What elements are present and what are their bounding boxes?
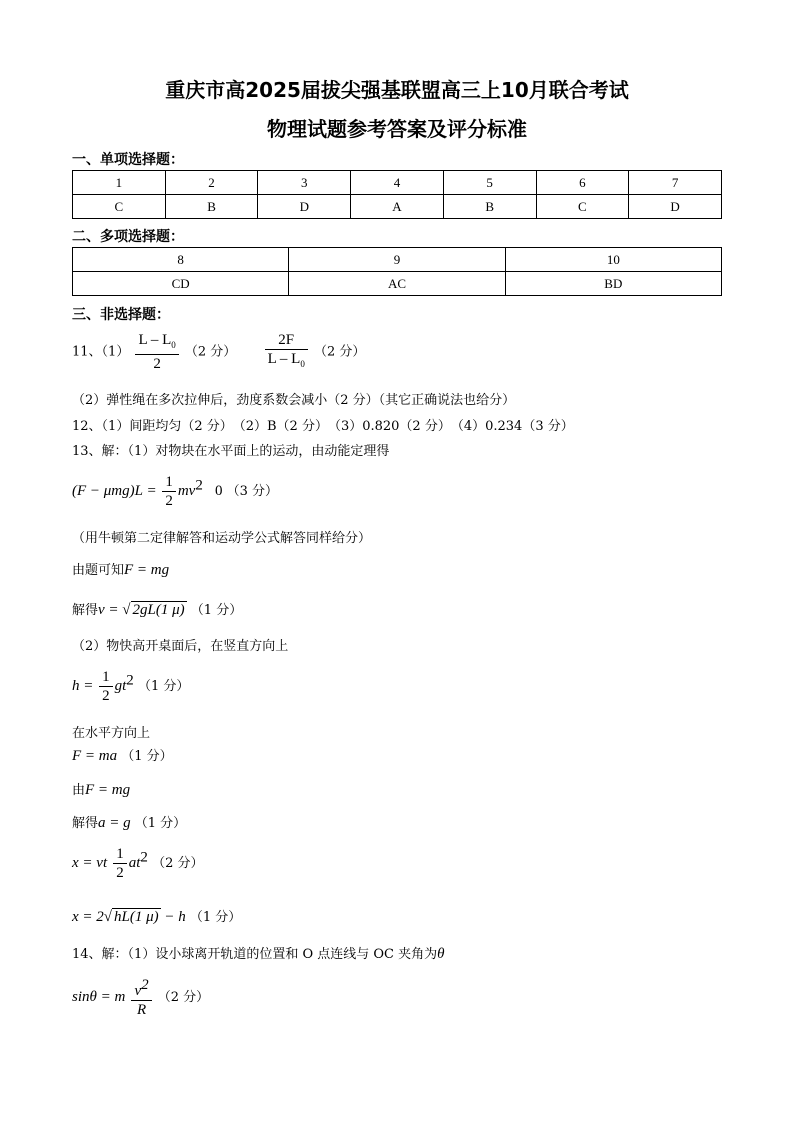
score: （2 分）	[152, 856, 204, 871]
answer-cell: D	[258, 195, 351, 219]
question-number: 5	[443, 171, 536, 195]
fraction-half	[113, 845, 127, 882]
question-number: 1	[73, 171, 166, 195]
text: 由	[72, 783, 86, 798]
equation-left: x = 2	[72, 909, 104, 925]
superscript: 2	[140, 849, 148, 866]
question-number: 8	[73, 248, 289, 272]
text: 14、解：（1）设小球离开轨道的位置和 O 点连线与 OC 夹角为	[72, 947, 438, 962]
table-row	[73, 248, 722, 272]
multi-choice-answer-table	[72, 247, 722, 296]
equation-right: mv	[177, 483, 196, 499]
section-non-choice-heading: 三、非选择题：	[72, 307, 170, 323]
q13-equation-1	[72, 473, 278, 510]
fraction-numerator: 1	[113, 845, 127, 864]
equation-tail: 0	[214, 483, 223, 499]
q13-equation-h	[72, 668, 189, 705]
fraction-denominator: 2	[102, 688, 110, 704]
answer-cell: C	[73, 195, 166, 219]
question-number: 6	[536, 171, 629, 195]
fraction-denominator: R	[136, 1002, 147, 1018]
q13-solve-v: 解得v = √ 2gL(1 μ) （1 分）	[72, 602, 243, 618]
q13-solve-a	[72, 812, 186, 832]
q13-part2: （2）物快高开桌面后，在竖直方向上	[72, 639, 289, 654]
equation: a = g	[98, 815, 131, 831]
score: （2 分）	[184, 344, 237, 360]
equation-left: x = vt	[72, 855, 108, 871]
answer-cell: B	[165, 195, 258, 219]
text: 解得	[72, 816, 99, 831]
q13-note: （用牛顿第二定律解答和运动学公式解答同样给分）	[72, 531, 372, 546]
section-single-choice-heading: 一、单项选择题：	[72, 152, 184, 168]
fraction-denominator: 2	[153, 356, 161, 372]
fraction-numerator: v	[134, 983, 142, 999]
q11-part1	[72, 331, 365, 373]
score: （1 分）	[137, 679, 190, 694]
q13-equation-x2: x = 2√ hL(1 μ) − h （1 分）	[72, 909, 242, 925]
answer-cell: B	[443, 195, 536, 219]
fraction-half	[99, 668, 113, 705]
superscript: 2	[141, 977, 149, 993]
answer-cell: C	[536, 195, 629, 219]
answer-cell: AC	[289, 272, 505, 296]
question-number: 10	[505, 248, 721, 272]
single-choice-answer-table	[72, 170, 722, 219]
fraction-numerator: 1	[99, 668, 113, 687]
question-number: 9	[289, 248, 505, 272]
equation-left: h =	[72, 678, 98, 694]
q11-part2: （2）弹性绳在多次拉伸后，劲度系数会减小（2 分）（其它正确说法也给分）	[72, 393, 516, 408]
score: （3 分）	[226, 484, 279, 499]
equation-left: sinθ = m	[72, 989, 126, 1005]
q11-prefix: 11、（1）	[72, 344, 130, 360]
score: （1 分）	[189, 910, 242, 925]
answer-cell: BD	[505, 272, 721, 296]
superscript: 2	[126, 672, 134, 689]
question-number: 4	[351, 171, 444, 195]
q11-fraction-1	[135, 331, 178, 373]
score: （2 分）	[314, 344, 366, 360]
q13-intro: 13、解：（1）对物块在水平面上的运动，由动能定理得	[72, 444, 390, 459]
equation-right: gt	[114, 678, 127, 694]
theta-symbol: θ	[437, 946, 445, 962]
fraction	[131, 976, 151, 1019]
fraction-denominator: L – L	[267, 351, 301, 367]
equation-left: (F − μmg)L =	[72, 483, 161, 499]
answer-cell: D	[629, 195, 722, 219]
equation: F = mg	[124, 562, 170, 578]
fraction-numerator: 1	[162, 473, 176, 492]
question-number: 7	[629, 171, 722, 195]
section-multi-choice-heading: 二、多项选择题：	[72, 229, 184, 245]
question-number: 2	[165, 171, 258, 195]
score: （1 分）	[134, 816, 187, 831]
subscript: 0	[300, 359, 305, 369]
equation: F = mg	[85, 782, 131, 798]
table-row	[73, 195, 722, 219]
fraction-numerator: 2F	[265, 331, 308, 350]
question-number: 3	[258, 171, 351, 195]
q13-by-f	[72, 779, 130, 799]
subscript: 0	[171, 340, 176, 350]
answer-cell: A	[351, 195, 444, 219]
q13-known	[72, 559, 169, 579]
table-row	[73, 171, 722, 195]
fraction-denominator: 2	[116, 865, 124, 881]
document-subtitle: 物理试题参考答案及评分标准	[267, 117, 527, 141]
q12-answer: 12、（1）间距均匀（2 分） （2）B（2 分） （3）0.820（2 分） （4）0.234（3 分）	[72, 419, 574, 434]
q13-fma	[72, 745, 173, 765]
q13-equation-x1	[72, 845, 203, 882]
fraction-half	[162, 473, 176, 510]
q14-equation	[72, 976, 209, 1019]
fraction-numerator: L – L	[138, 332, 172, 348]
table-row	[73, 272, 722, 296]
score: （1 分）	[121, 749, 173, 764]
q14-intro	[72, 943, 444, 963]
score: （1 分）	[190, 603, 243, 618]
sqrt-content: hL(1 μ)	[114, 909, 159, 925]
equation-right: − h	[160, 909, 186, 925]
equation-left: v =	[98, 602, 123, 618]
text: 解得	[72, 603, 99, 618]
q13-horizontal: 在水平方向上	[72, 726, 151, 741]
fraction-denominator: 2	[165, 493, 173, 509]
equation-right: at	[128, 855, 141, 871]
score: （2 分）	[157, 990, 210, 1005]
equation: F = ma	[72, 748, 118, 764]
text: 由题可知	[72, 563, 125, 578]
q11-fraction-2	[265, 331, 308, 373]
sqrt-content: 2gL(1 μ)	[132, 602, 185, 618]
document-title: 重庆市高2025届拔尖强基联盟高三上10月联合考试	[165, 78, 629, 102]
answer-cell: CD	[73, 272, 289, 296]
superscript: 2	[195, 477, 203, 494]
